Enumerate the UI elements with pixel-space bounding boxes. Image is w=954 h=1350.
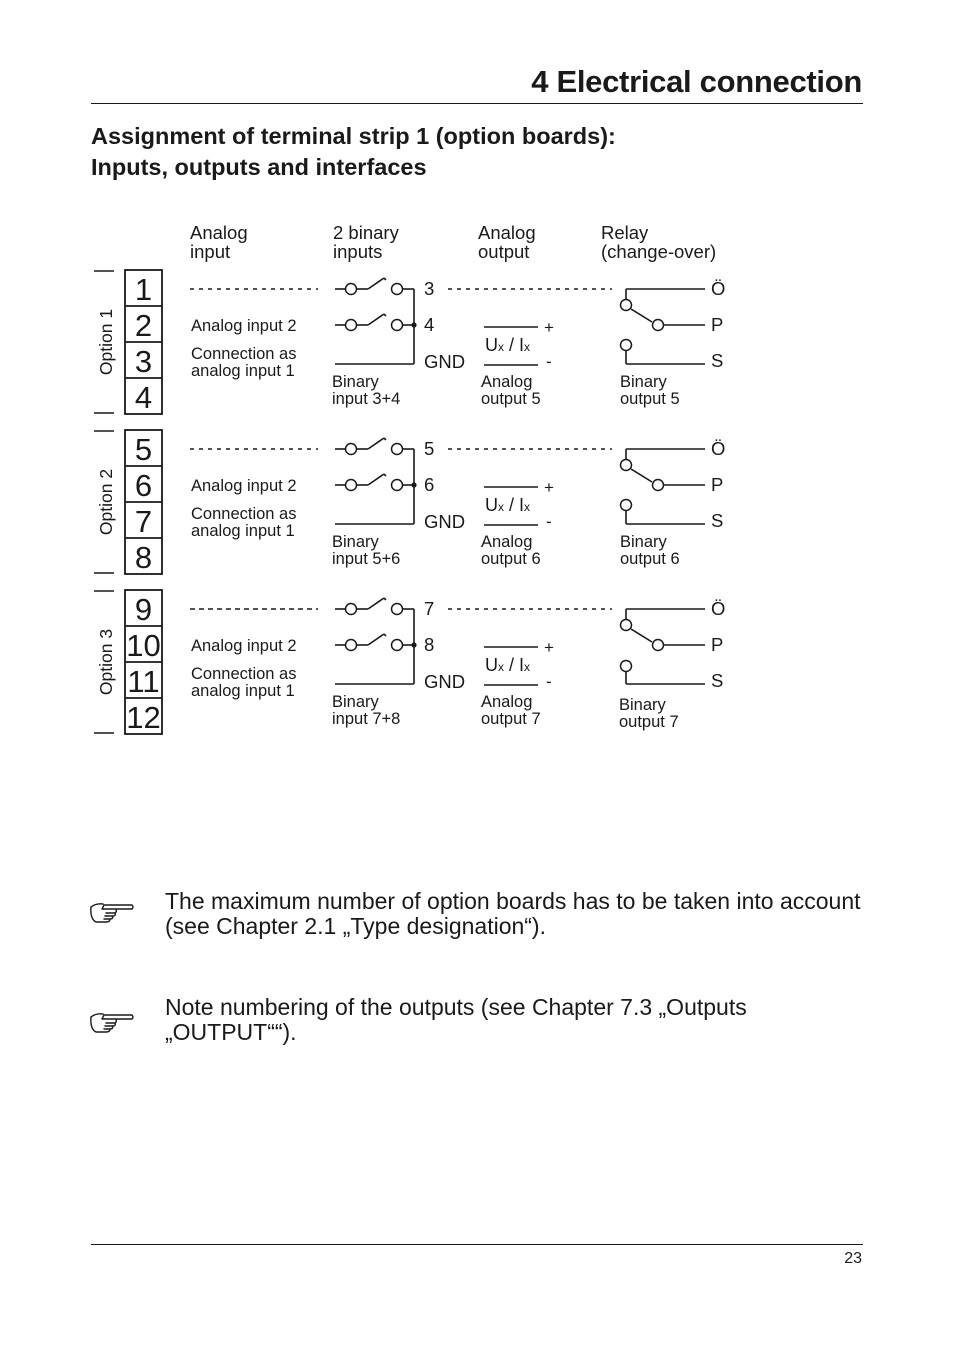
relay-contact-label: Ö [711,598,726,619]
binary-gnd-label: GND [424,511,466,532]
terminal-number: 3 [134,344,153,379]
relay-output-label-line-2: output 5 [620,390,680,408]
header-relay-line-1: Relay [601,222,649,243]
binary-switch-blade [368,278,384,289]
binary-switch-blade [384,438,386,440]
analog-output-plus: + [544,318,554,337]
connection-note-line-2: analog input 1 [191,682,295,700]
analog-output-plus: + [544,638,554,657]
relay-pole-contact [653,640,664,651]
terminal-number: 7 [134,504,153,539]
analog-output-plus: + [544,478,554,497]
analog-output-symbol: Ux / Ix [485,655,531,675]
binary-switch-blade [368,474,384,485]
relay-contact-label: Ö [711,438,726,459]
relay-common-contact [621,620,632,631]
header-analog-input-line-1: Analog [190,222,248,243]
relay-pole-contact [653,480,664,491]
section-title-line-2: Inputs, outputs and interfaces [91,154,427,180]
terminal-number: 4 [134,380,153,415]
relay-contact-label: P [711,634,724,655]
binary-switch-blade [368,314,384,325]
binary-input-label-line-1: Binary [332,533,379,551]
binary-input-label-line-2: input 5+6 [332,550,401,568]
binary-input-label-line-1: Binary [332,693,379,711]
connection-note-line-2: analog input 1 [191,362,295,380]
note-option-boards: The maximum number of option boards has to be taken into account (see Chapter 2.1 „Type designation“). [165,888,861,939]
pointing-hand-icon [88,898,136,933]
relay-contact-label: S [711,670,724,691]
analog-output-symbol: Ux / Ix [485,335,531,355]
binary-switch-blade [384,278,386,280]
analog-output-label-line-1: Analog [481,693,533,711]
relay-contact-label: S [711,350,724,371]
relay-contact-label: Ö [711,278,726,299]
relay-contact-label: S [711,510,724,531]
binary-switch-contact [346,284,357,295]
binary-input-label-line-1: Binary [332,373,379,391]
binary-input-label-line-2: input 7+8 [332,710,401,728]
analog-output-label-line-1: Analog [481,533,533,551]
binary-terminal-label: 5 [424,438,435,459]
header-relay-line-2: (change-over) [601,241,717,262]
analog-output-minus: - [546,512,552,531]
relay-nc-contact [621,500,632,511]
relay-output-label-line-1: Binary [620,533,667,551]
analog-output-label-line-2: output 5 [481,390,541,408]
relay-blade [631,309,652,322]
terminal-number: 12 [126,700,161,735]
binary-terminal-label: 6 [424,474,435,495]
terminal-number: 10 [126,628,161,663]
analog-input-2-label: Analog input 2 [191,477,297,495]
relay-output-label-line-2: output 7 [619,713,679,731]
header-analog-input-line-2: input [190,241,231,262]
binary-switch-contact [392,444,403,455]
binary-terminal-label: 8 [424,634,435,655]
binary-switch-blade [384,598,386,600]
analog-output-symbol: Ux / Ix [485,495,531,515]
binary-junction [411,322,416,327]
header-analog-output-line-2: output [478,241,530,262]
terminal-number: 6 [134,468,153,503]
relay-blade [631,629,652,642]
terminal-number: 5 [134,432,153,467]
binary-switch-contact [346,604,357,615]
binary-terminal-label: 7 [424,598,435,619]
relay-nc-contact [621,340,632,351]
pointing-hand-icon [88,1008,136,1043]
option-label: Option 3 [96,628,116,696]
connection-note-line-1: Connection as [191,345,297,363]
terminal-number: 2 [134,308,153,343]
relay-pole-contact [653,320,664,331]
binary-switch-contact [346,320,357,331]
binary-input-label-line-2: input 3+4 [332,390,401,408]
analog-output-label-line-1: Analog [481,373,533,391]
header-binary-inputs-line-2: inputs [333,241,383,262]
connection-note-line-1: Connection as [191,665,297,683]
relay-blade [631,469,652,482]
terminal-number: 1 [134,272,153,307]
analog-input-2-label: Analog input 2 [191,637,297,655]
binary-switch-contact [346,640,357,651]
binary-switch-blade [368,598,384,609]
chapter-title: 4 Electrical connection [531,64,862,99]
page-number: 23 [844,1250,862,1267]
terminal-number: 8 [134,540,153,575]
connection-note-line-2: analog input 1 [191,522,295,540]
binary-switch-blade [384,474,386,476]
analog-output-label-line-2: output 6 [481,550,541,568]
binary-junction [411,642,416,647]
binary-switch-blade [384,314,386,316]
relay-common-contact [621,460,632,471]
header-binary-inputs-line-1: 2 binary [333,222,399,243]
relay-output-label-line-1: Binary [620,373,667,391]
connection-note-line-1: Connection as [191,505,297,523]
binary-switch-contact [346,444,357,455]
footer-rule [91,1244,863,1245]
binary-gnd-label: GND [424,351,466,372]
binary-switch-contact [392,320,403,331]
binary-switch-blade [368,634,384,645]
terminal-number: 11 [127,664,160,699]
binary-gnd-label: GND [424,671,466,692]
binary-switch-contact [392,640,403,651]
option-label: Option 2 [96,468,116,536]
binary-switch-contact [392,604,403,615]
relay-contact-label: P [711,314,724,335]
note-output-numbering: Note numbering of the outputs (see Chapter 7.3 „Outputs „OUTPUT““). [165,994,747,1045]
binary-switch-contact [392,284,403,295]
terminal-number: 9 [134,592,153,627]
option-label: Option 1 [96,308,116,376]
relay-output-label-line-1: Binary [619,696,666,714]
binary-switch-contact [346,480,357,491]
binary-switch-blade [368,438,384,449]
binary-terminal-label: 3 [424,278,435,299]
analog-output-minus: - [546,352,552,371]
section-title-line-1: Assignment of terminal strip 1 (option boards): [91,123,616,149]
binary-switch-blade [384,634,386,636]
binary-switch-contact [392,480,403,491]
relay-common-contact [621,300,632,311]
relay-contact-label: P [711,474,724,495]
header-analog-output-line-1: Analog [478,222,536,243]
analog-input-2-label: Analog input 2 [191,317,297,335]
analog-output-minus: - [546,672,552,691]
relay-output-label-line-2: output 6 [620,550,680,568]
analog-output-label-line-2: output 7 [481,710,541,728]
binary-terminal-label: 4 [424,314,435,335]
binary-junction [411,482,416,487]
relay-nc-contact [621,661,632,672]
